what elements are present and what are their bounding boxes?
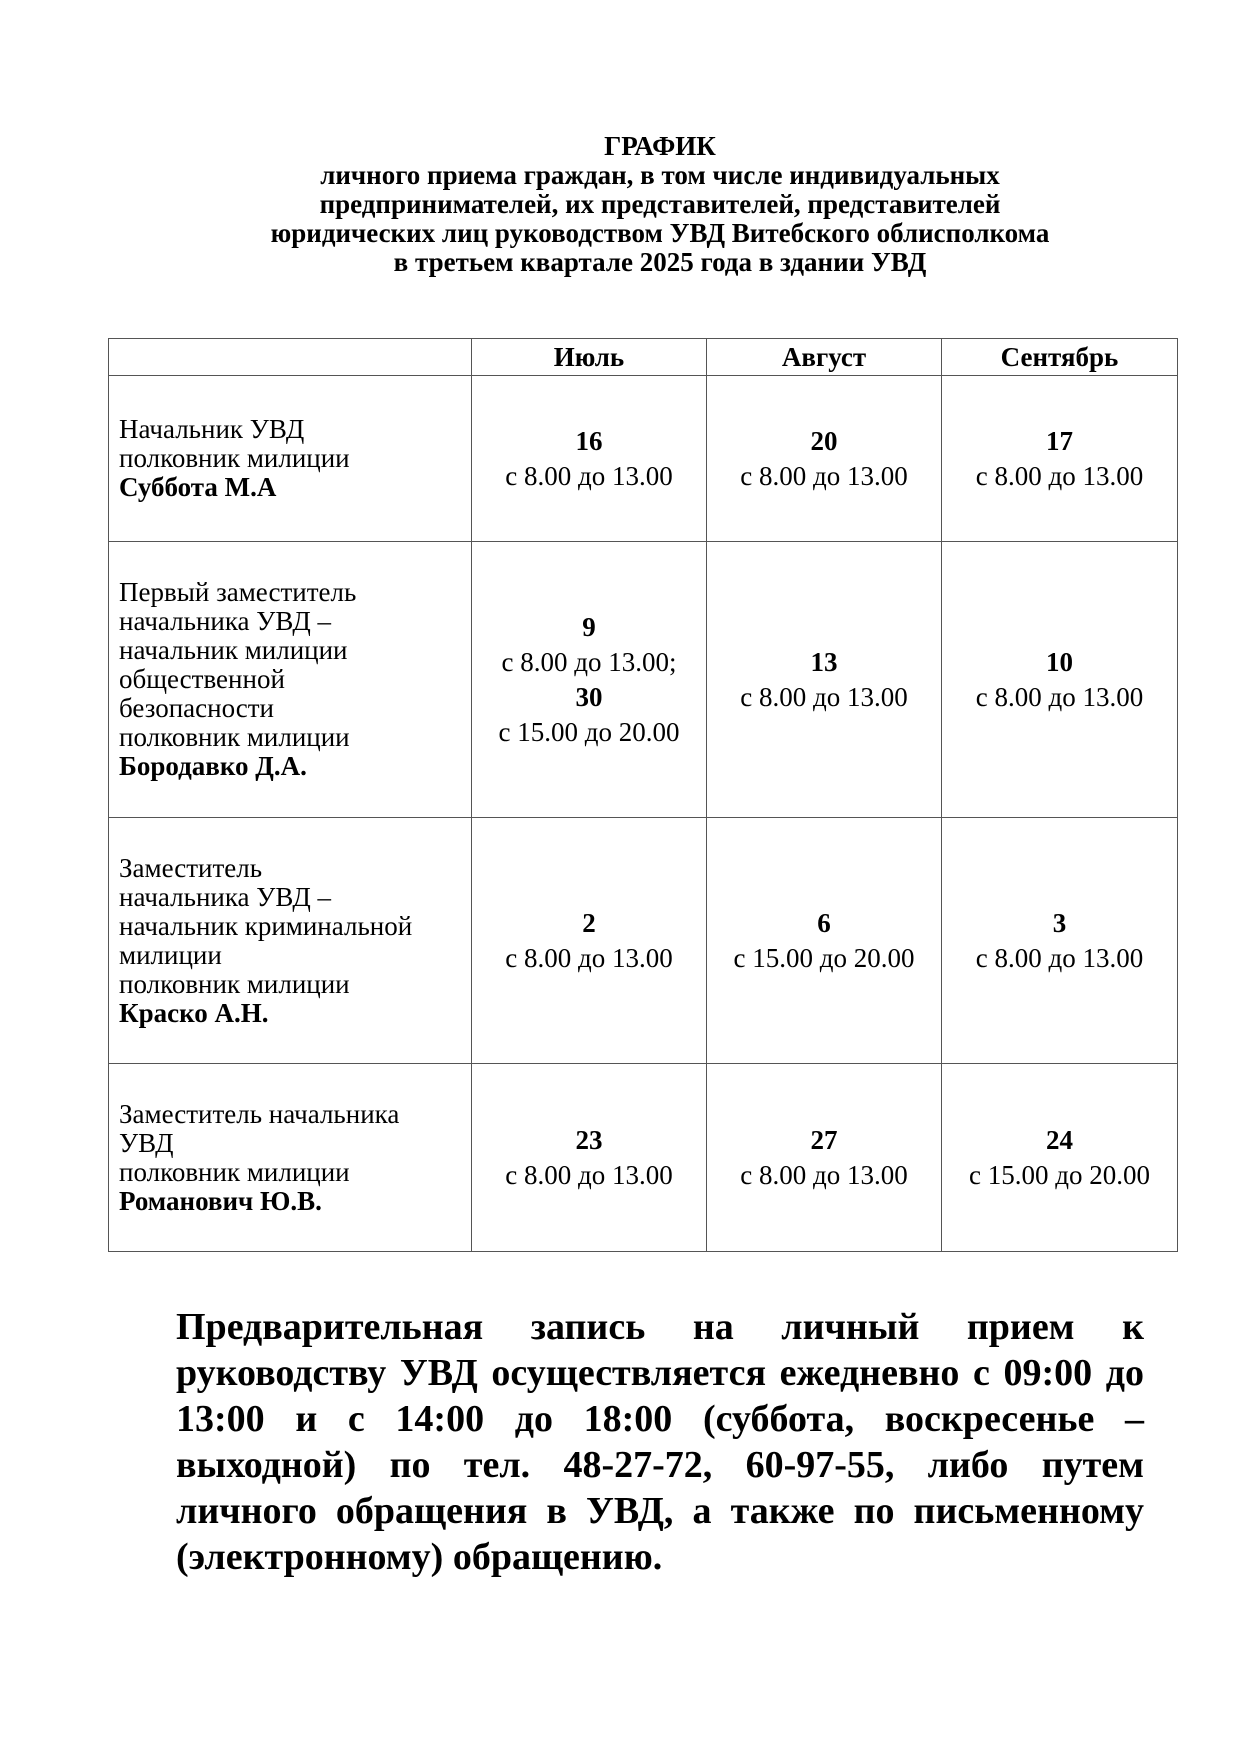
reception-time: с 8.00 до 13.00	[740, 1159, 908, 1190]
position-line: полковник милиции	[119, 722, 350, 752]
column-header-july: Июль	[472, 339, 707, 376]
reception-time: с 8.00 до 13.00	[740, 460, 908, 491]
schedule-cell	[942, 1064, 1178, 1252]
position-line: УВД	[119, 1127, 174, 1158]
official-name: Краско А.Н.	[119, 997, 269, 1028]
column-header-august: Август	[707, 339, 942, 376]
reception-day: 23	[575, 1124, 603, 1155]
reception-time: с 15.00 до 20.00	[733, 942, 915, 973]
schedule-table	[108, 338, 1178, 1252]
title-line: предпринимателей, их представителей, представителей	[319, 189, 1001, 219]
reception-time: с 8.00 до 13.00	[975, 460, 1144, 491]
schedule-cell	[472, 376, 707, 542]
reception-time: с 8.00 до 13.00	[505, 1159, 673, 1190]
schedule-cell	[707, 1064, 942, 1252]
position-line: Заместитель начальника	[119, 1098, 400, 1129]
reception-day: 10	[1046, 646, 1073, 677]
reception-time: с 8.00 до 13.00	[975, 942, 1144, 973]
official-cell	[109, 542, 472, 818]
reception-time: с 8.00 до 13.00	[975, 681, 1144, 712]
schedule-cell	[472, 818, 707, 1064]
column-header	[109, 339, 472, 376]
document-title	[0, 132, 1241, 277]
title-heading: ГРАФИК	[604, 131, 716, 161]
table-row	[109, 376, 1178, 542]
reception-time: с 15.00 до 20.00	[498, 716, 680, 747]
schedule-cell	[472, 542, 707, 818]
position-line: Заместитель	[119, 852, 263, 883]
reception-time: с 8.00 до 13.00	[505, 460, 673, 491]
position-line: начальник милиции	[119, 635, 348, 665]
reception-day: 9	[582, 611, 596, 642]
reception-time: с 8.00 до 13.00	[740, 681, 908, 712]
reception-day: 17	[1046, 425, 1073, 456]
position-line: милиции	[119, 939, 222, 970]
official-name: Бородавко Д.А.	[119, 751, 307, 781]
reception-time: с 8.00 до 13.00	[505, 942, 673, 973]
position-line: начальника УВД –	[119, 606, 332, 636]
reception-day: 24	[1046, 1124, 1073, 1155]
official-cell	[109, 376, 472, 542]
title-line: в третьем квартале 2025 года в здании УВД	[393, 247, 927, 277]
position-line: полковник милиции	[119, 968, 350, 999]
schedule-cell	[942, 818, 1178, 1064]
official-name: Суббота М.А	[119, 472, 277, 502]
table-header-row	[109, 339, 1178, 376]
reception-day: 30	[575, 681, 603, 712]
position-line: Первый заместитель	[119, 577, 357, 607]
schedule-cell	[707, 818, 942, 1064]
reception-day: 6	[817, 907, 831, 938]
reception-time: с 8.00 до 13.00;	[501, 646, 677, 677]
position-line: безопасности	[119, 693, 274, 723]
reception-day: 3	[1052, 907, 1067, 938]
title-line: личного приема граждан, в том числе индивидуальных	[320, 160, 1000, 190]
table-row	[109, 1064, 1178, 1252]
table-row	[109, 818, 1178, 1064]
reception-day: 2	[582, 907, 596, 938]
schedule-cell	[942, 376, 1178, 542]
schedule-cell	[942, 542, 1178, 818]
position-line: Начальник УВД	[119, 414, 305, 444]
schedule-cell	[472, 1064, 707, 1252]
reception-time: с 15.00 до 20.00	[969, 1159, 1150, 1190]
position-line: начальник криминальной	[119, 910, 413, 941]
position-line: полковник милиции	[119, 443, 350, 473]
official-name: Романович Ю.В.	[119, 1185, 322, 1216]
reception-day: 20	[810, 425, 838, 456]
position-line: общественной	[119, 664, 285, 694]
table-row	[109, 542, 1178, 818]
reception-day: 16	[575, 425, 603, 456]
column-header-september: Сентябрь	[942, 339, 1178, 376]
title-line: юридических лиц руководством УВД Витебского облисполкома	[270, 218, 1050, 248]
schedule-cell	[707, 542, 942, 818]
position-line: начальника УВД –	[119, 881, 332, 912]
position-line: полковник милиции	[119, 1156, 350, 1187]
official-cell	[109, 1064, 472, 1252]
official-cell	[109, 818, 472, 1064]
schedule-cell	[707, 376, 942, 542]
appointment-note: Предварительная запись на личный прием к руководству УВД осуществляется ежедневно с 09:00 до 13:00 и с 14:00 до 18:00 (суббота, воскресенье – выходной) по тел. 48-27-72, 60-97-55, либо путем личного обращения в УВД, а также по письменному (электронному) обращению.	[176, 1306, 1144, 1578]
reception-day: 27	[810, 1124, 838, 1155]
reception-day: 13	[810, 646, 838, 677]
